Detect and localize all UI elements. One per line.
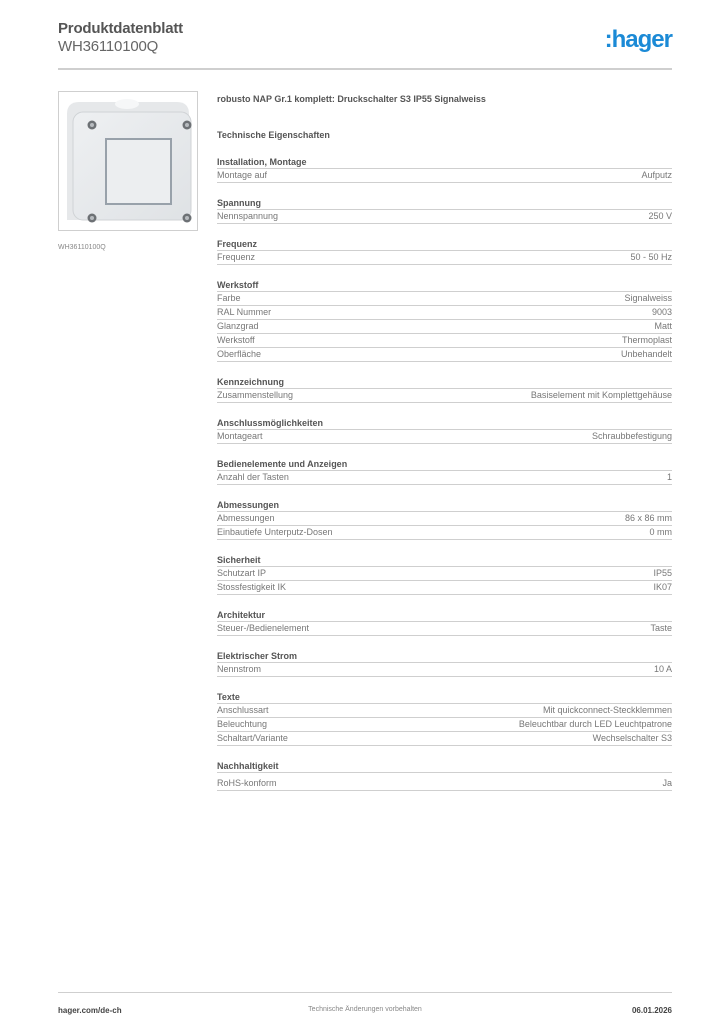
property-row (217, 622, 672, 636)
property-value: Mit quickconnect-Steckklemmen (542, 705, 672, 715)
property-row (217, 777, 672, 791)
property-value: Basiselement mit Komplettgehäuse (530, 390, 672, 400)
property-label: Stossfestigkeit IK (217, 582, 287, 592)
property-label: Anzahl der Tasten (217, 472, 289, 482)
section (217, 156, 672, 183)
property-value: Taste (650, 623, 672, 633)
document-date: 06.01.2026 (631, 1006, 672, 1015)
property-label: Oberfläche (217, 349, 262, 359)
section (217, 197, 672, 224)
property-label: Montage auf (217, 170, 268, 180)
property-value: Ja (662, 778, 672, 788)
section-title: Nachhaltigkeit (217, 760, 672, 773)
section-title: Architektur (217, 609, 672, 622)
property-value: Wechselschalter S3 (592, 733, 672, 743)
footer-divider (58, 992, 672, 993)
property-row (217, 320, 672, 334)
section-title: Texte (217, 691, 672, 704)
property-value: Beleuchtbar durch LED Leuchtpatrone (518, 719, 672, 729)
section-title: Frequenz (217, 238, 672, 251)
section-title: Werkstoff (217, 279, 672, 292)
property-value: Unbehandelt (620, 349, 672, 359)
product-code: WH36110100Q (58, 38, 159, 55)
property-label: Glanzgrad (217, 321, 259, 331)
section (217, 279, 672, 362)
property-label: Werkstoff (217, 335, 255, 345)
property-label: Steuer-/Bedienelement (217, 623, 310, 633)
section (217, 238, 672, 265)
property-row (217, 210, 672, 224)
property-row (217, 169, 672, 183)
property-value: Signalweiss (624, 293, 672, 303)
section-title: Elektrischer Strom (217, 650, 672, 663)
property-value: 0 mm (649, 527, 672, 537)
property-value: IP55 (653, 568, 672, 578)
property-row (217, 732, 672, 746)
property-label: RAL Nummer (217, 307, 272, 317)
section (217, 499, 672, 540)
property-row (217, 663, 672, 677)
property-label: Beleuchtung (217, 719, 268, 729)
image-caption: WH36110100Q (58, 244, 106, 251)
website-link[interactable]: hager.com/de-ch (58, 1006, 122, 1015)
property-row (217, 251, 672, 265)
property-row (217, 348, 672, 362)
property-label: Einbautiefe Unterputz-Dosen (217, 527, 333, 537)
property-value: 250 V (648, 211, 672, 221)
property-value: 9003 (651, 307, 672, 317)
property-label: Zusammenstellung (217, 390, 294, 400)
property-row (217, 704, 672, 718)
section-title: Abmessungen (217, 499, 672, 512)
section-title: Kennzeichnung (217, 376, 672, 389)
property-value: 10 A (653, 664, 672, 674)
property-value: 86 x 86 mm (624, 513, 672, 523)
property-label: Schutzart IP (217, 568, 267, 578)
property-value: Matt (654, 321, 672, 331)
section-title: Sicherheit (217, 554, 672, 567)
property-label: Abmessungen (217, 513, 275, 523)
document-title: Produktdatenblatt (58, 20, 183, 37)
disclaimer: Technische Änderungen vorbehalten (308, 1006, 422, 1013)
property-row (217, 512, 672, 526)
section (217, 376, 672, 403)
section-title: Bedienelemente und Anzeigen (217, 458, 672, 471)
product-image (58, 91, 198, 231)
property-row (217, 471, 672, 485)
section-title: Installation, Montage (217, 156, 672, 169)
property-value: 1 (666, 472, 672, 482)
section (217, 609, 672, 636)
property-row (217, 567, 672, 581)
property-row (217, 306, 672, 320)
technical-properties-heading: Technische Eigenschaften (217, 130, 330, 140)
property-label: Frequenz (217, 252, 256, 262)
section (217, 760, 672, 791)
product-description: robusto NAP Gr.1 komplett: Druckschalter S3 IP55 Signalweiss (217, 94, 486, 104)
section (217, 650, 672, 677)
switch-box-icon (59, 92, 197, 230)
property-row (217, 430, 672, 444)
property-row (217, 526, 672, 540)
property-row (217, 292, 672, 306)
property-label: Farbe (217, 293, 241, 303)
property-value: Aufputz (641, 170, 672, 180)
section (217, 691, 672, 746)
property-label: Montageart (217, 431, 263, 441)
property-value: 50 - 50 Hz (630, 252, 672, 262)
section (217, 554, 672, 595)
product-datasheet (217, 94, 672, 791)
property-label: RoHS-konform (217, 778, 277, 788)
page-header (58, 20, 672, 56)
header-divider (58, 68, 672, 70)
properties-sections (217, 156, 672, 791)
property-value: IK07 (653, 582, 672, 592)
property-value: Schraubbefestigung (591, 431, 672, 441)
property-row (217, 581, 672, 595)
property-label: Anschlussart (217, 705, 269, 715)
property-row (217, 389, 672, 403)
property-label: Schaltart/Variante (217, 733, 288, 743)
section-title: Spannung (217, 197, 672, 210)
section (217, 417, 672, 444)
hager-logo: :hager (604, 26, 672, 53)
property-label: Nennspannung (217, 211, 279, 221)
section (217, 458, 672, 485)
property-label: Nennstrom (217, 664, 262, 674)
property-row (217, 334, 672, 348)
property-value: Thermoplast (621, 335, 672, 345)
section-title: Anschlussmöglichkeiten (217, 417, 672, 430)
property-row (217, 718, 672, 732)
